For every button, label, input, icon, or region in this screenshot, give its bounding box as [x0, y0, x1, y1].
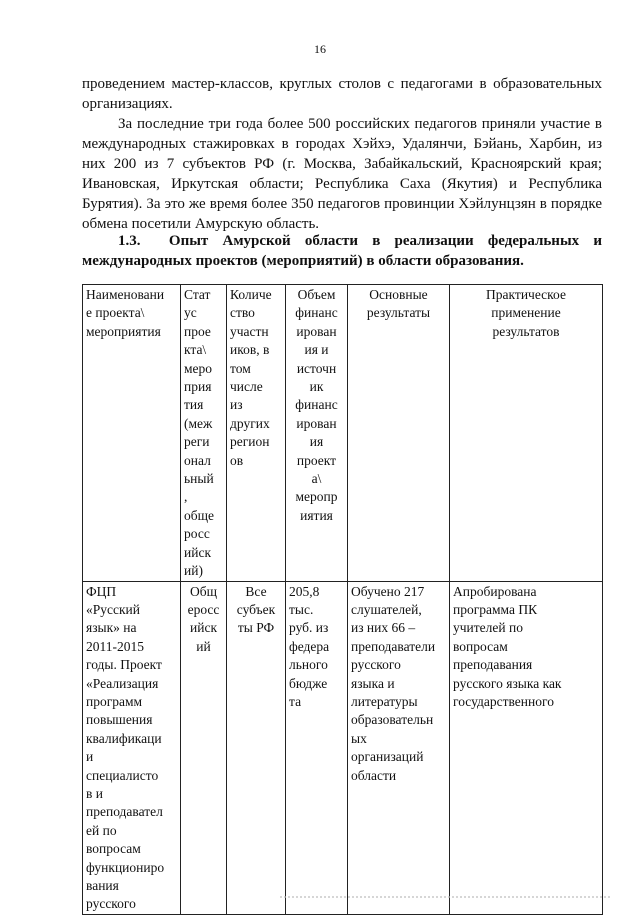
cell-line: «Русский: [86, 601, 140, 617]
cell-line: ус: [184, 305, 197, 321]
cell-line: применение: [491, 305, 561, 321]
cell-line: функциониро: [86, 859, 165, 875]
cell-line: ых: [351, 730, 367, 746]
cell-line: ов: [230, 452, 244, 468]
cell-line: ия: [309, 434, 324, 450]
cell-line: ирован: [296, 323, 337, 339]
header-results: [348, 285, 450, 582]
cell-line: вопросам: [86, 841, 141, 857]
cell-line: проект: [296, 452, 337, 468]
cell-line: ьный: [184, 471, 214, 487]
cell-participants: [227, 581, 286, 914]
cell-line: Все: [245, 583, 267, 599]
cell-line: результатов: [492, 323, 560, 339]
cell-line: специалисто: [86, 767, 159, 783]
cell-line: организаций: [351, 749, 424, 765]
cell-line: ей по: [86, 822, 117, 838]
cell-line: квалификаци: [86, 730, 162, 746]
cell-line: в и: [86, 785, 103, 801]
header-application: [450, 285, 603, 582]
cell-line: преподавания: [453, 657, 533, 673]
cell-line: результаты: [366, 305, 431, 321]
cell-line: кта\: [184, 342, 207, 358]
cell-line: источн: [296, 360, 337, 376]
cell-line: иятия: [300, 507, 333, 523]
cell-line: программа ПК: [453, 601, 538, 617]
cell-line: финанс: [295, 397, 338, 413]
cell-line: государственного: [453, 693, 554, 709]
projects-table: [82, 284, 603, 915]
cell-line: ФЦП: [86, 583, 117, 599]
cell-line: русского: [86, 896, 136, 912]
cell-line: участн: [230, 323, 269, 339]
paragraph-2: За последние три года более 500 российских педагогов приняли участие в международных стажировках в городах Хэйхэ, Удалянчи, Бэйань, Харбин, из них 200 из 7 субъектов РФ (г. Москва, Забайкальский, Красноярский края; Ивановская, Иркутская области; Республика Саха (Якутия) и Республика Бурятия). За это же время более 350 педагогов провинции Хэйлунцзян в порядке обмена посетили Амурскую область.: [82, 116, 602, 232]
cell-line: повышения: [86, 712, 153, 728]
cell-line: других: [230, 415, 270, 431]
cell-line: ,: [184, 489, 188, 505]
cell-line: ий: [196, 638, 211, 654]
cell-line: ство: [230, 305, 255, 321]
cell-line: Общ: [189, 583, 217, 599]
cell-line: годы. Проект: [86, 657, 162, 673]
cell-line: а\: [311, 471, 322, 487]
cell-line: преподавател: [86, 804, 163, 820]
cell-line: Практическое: [486, 287, 566, 302]
cell-line: учителей по: [453, 620, 523, 636]
cell-line: ирован: [296, 415, 337, 431]
cell-line: литературы: [351, 693, 418, 709]
cell-line: финанс: [295, 305, 338, 321]
scan-edge-artifact: [280, 896, 610, 904]
cell-line: том: [230, 360, 251, 376]
paragraph-1: проведением мастер-классов, круглых столов с педагогами в образовательных организациях.: [82, 76, 602, 112]
cell-line: язык» на: [86, 620, 137, 636]
cell-line: ия и: [304, 342, 329, 358]
cell-line: 205,8: [289, 583, 320, 599]
cell-line: вопросам: [453, 638, 508, 654]
table-row: [83, 581, 603, 914]
cell-line: и: [86, 749, 94, 765]
cell-line: Стат: [184, 287, 211, 302]
cell-line: Объем: [297, 287, 336, 302]
cell-line: тыс.: [289, 601, 314, 617]
header-status: [181, 285, 227, 582]
cell-line: из них 66 –: [351, 620, 416, 636]
cell-line: ийск: [190, 620, 217, 636]
cell-line: (меж: [184, 415, 213, 431]
cell-line: онал: [184, 452, 211, 468]
cell-line: еросс: [187, 601, 220, 617]
cell-line: образовательн: [351, 712, 434, 728]
cell-line: 2011-2015: [86, 638, 144, 654]
cell-line: реги: [184, 434, 210, 450]
cell-results: [348, 581, 450, 914]
section-title: Опыт Амурской области в реализации федеральных и международных проектов (мероприятий) в области образования.: [82, 233, 602, 269]
cell-name: [83, 581, 181, 914]
cell-line: Обучено 217: [351, 583, 425, 599]
cell-line: тия: [184, 397, 204, 413]
cell-line: Наименовани: [86, 287, 165, 302]
table-header-row: [83, 285, 603, 582]
cell-line: ий): [184, 563, 203, 579]
cell-line: бюдже: [289, 675, 328, 691]
cell-funding: [286, 581, 348, 914]
cell-line: преподаватели: [351, 638, 436, 654]
cell-line: ийск: [184, 544, 211, 560]
cell-line: ик: [309, 379, 324, 395]
cell-application: [450, 581, 603, 914]
cell-line: ты РФ: [237, 620, 275, 636]
cell-line: «Реализация: [86, 675, 159, 691]
cell-line: меро: [184, 360, 213, 376]
cell-line: мероприятия: [86, 323, 161, 339]
cell-line: меропр: [295, 489, 338, 505]
cell-line: та: [289, 693, 302, 709]
cell-line: Апробирована: [453, 583, 537, 599]
cell-line: обще: [184, 507, 215, 523]
header-participants: [227, 285, 286, 582]
page-number: 16: [314, 42, 326, 56]
cell-line: прое: [184, 323, 211, 339]
cell-line: Количе: [230, 287, 272, 302]
cell-line: е проекта\: [86, 305, 145, 321]
cell-line: из: [230, 397, 243, 413]
cell-line: вания: [86, 878, 119, 893]
cell-line: иков, в: [230, 342, 270, 358]
cell-line: росс: [184, 526, 210, 542]
cell-line: субъек: [236, 601, 276, 617]
cell-line: Основные: [369, 287, 428, 302]
cell-line: слушателей,: [351, 601, 422, 617]
cell-line: русского: [351, 657, 401, 673]
cell-line: числе: [230, 379, 263, 395]
cell-line: регион: [230, 434, 270, 450]
section-number: 1.3.: [118, 233, 141, 249]
cell-line: льного: [289, 657, 328, 673]
header-name: [83, 285, 181, 582]
cell-line: руб. из: [289, 620, 329, 636]
cell-line: федера: [289, 638, 330, 654]
cell-status: [181, 581, 227, 914]
cell-line: программ: [86, 693, 143, 709]
cell-line: прия: [184, 379, 212, 395]
section-heading: [82, 231, 602, 271]
cell-line: русского языка как: [453, 675, 562, 691]
header-funding: [286, 285, 348, 582]
cell-line: языка и: [351, 675, 395, 691]
cell-line: области: [351, 767, 397, 783]
